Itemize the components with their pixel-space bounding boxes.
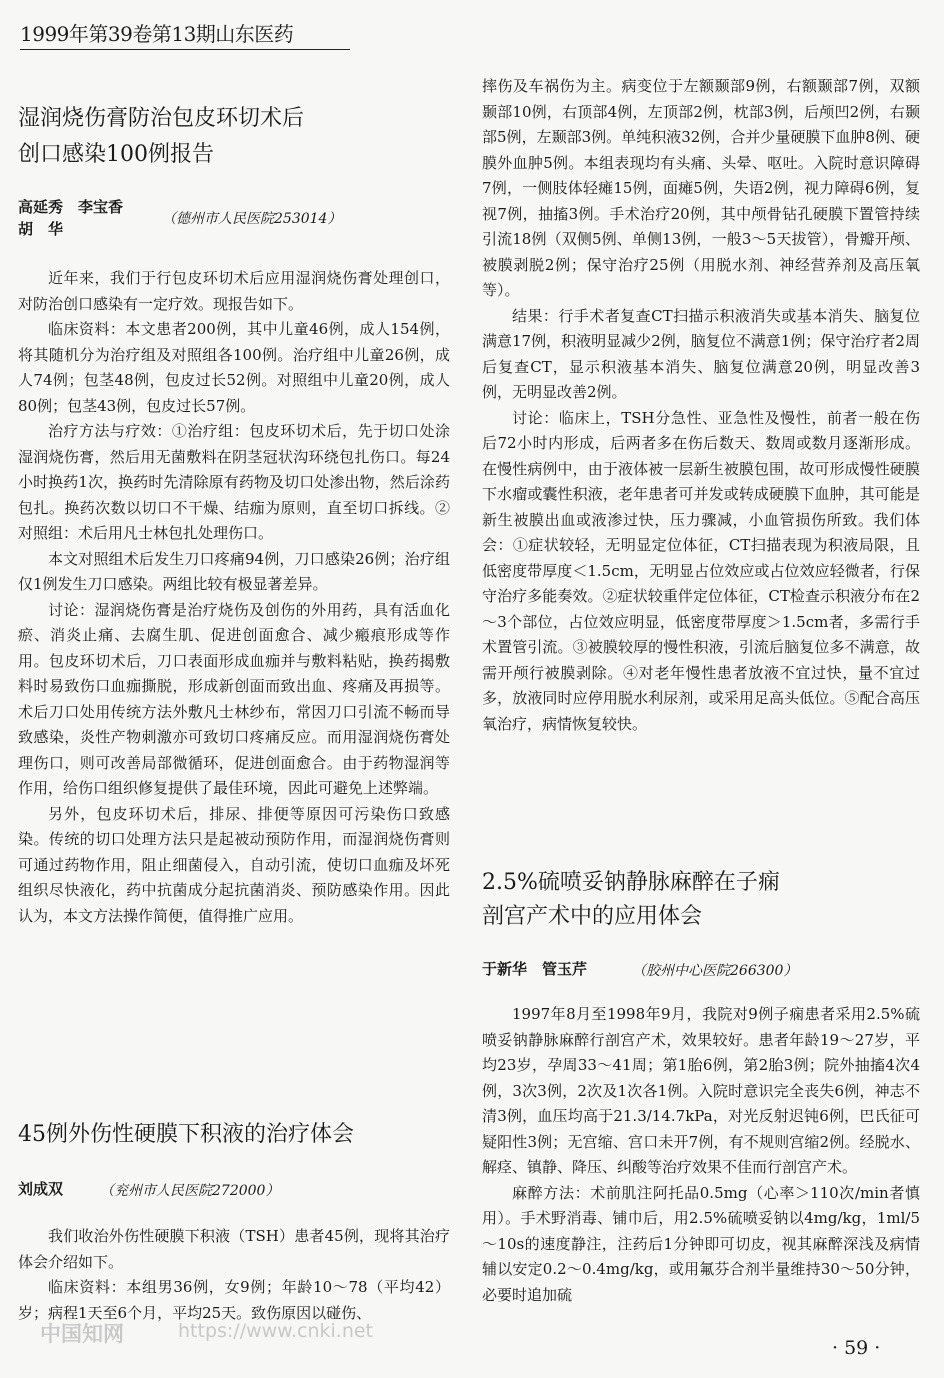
article1-authors: [18, 196, 123, 240]
article1-title-line1: 湿润烧伤膏防治包皮环切术后: [18, 106, 305, 131]
article3-paragraph: 1997年8月至1998年9月，我院对9例子痫患者采用2.5%硫喷妥钠静脉麻醉行剖宫产术，效果较好。患者年龄19～27岁，平均23岁，孕周33～41周；第1胎6例，第2胎3例；院外抽搐4次4例，3次3例，2次及1次各1例。入院时意识完全丧失6例，神志不清3例，血压均高于21.3/14.7kPa，对光反射迟钝6例，巴氏征可疑阳性3例；无宫缩、宫口未开7例，有不规则宫缩2例。经脱水、解痉、镇静、降压、纠酸等治疗效果不佳而行剖宫产术。: [482, 1005, 920, 1176]
article1-paragraph: 临床资料：本文患者200例，其中儿童46例，成人154例，将其随机分为治疗组及对照组各100例。治疗组中儿童26例，成人74例；包茎48例，包皮过长52例。对照组中儿童20例，成人80例；包茎43例，包皮过长57例。: [18, 320, 450, 415]
article2-paragraph: 摔伤及车祸伤为主。病变位于左额颞部9例，右额颞部7例，双额颞部10例，右顶部4例，左顶部2例，枕部3例，后颅凹2例，右颞部5例，左颞部3例。单纯积液32例，合并少量硬膜下血肿8例、硬膜外血肿5例。本组表现均有头痛、头晕、呕吐。入院时意识障碍7例，一侧肢体轻瘫15例，面瘫5例，失语2例，视力障碍6例，复视7例，抽搐3例。手术治疗20例，其中颅骨钻孔硬膜下置管持续引流18例（双侧5例、单侧13例，一般3～5天拔管），骨瓣开颅、被膜剥脱2例；保守治疗25例（用脱水剂、神经营养剂及高压氧等）。: [482, 77, 920, 299]
article3-title-line2: 剖宫产术中的应用体会: [482, 904, 703, 929]
article1-title-line2: 创口感染100例报告: [18, 142, 214, 167]
page-number: · 59 ·: [832, 1337, 881, 1359]
article3-title-line1: 2.5%硫喷妥钠静脉麻醉在子痫: [482, 870, 780, 895]
article1-affiliation: （德州市人民医院253014）: [162, 211, 342, 227]
article2-body-right: [482, 74, 920, 737]
article1-authors-line1: 高延秀 李宝香: [18, 198, 124, 216]
article3-body: [482, 1002, 920, 1308]
article1-body: [18, 266, 450, 929]
article1-authors-line2: 胡 华: [18, 220, 64, 238]
article2-paragraph: 讨论：临床上，TSH分急性、亚急性及慢性，前者一般在伤后72小时内形成，后两者多在伤后数天、数周或数月逐渐形成。在慢性病例中，由于液体被一层新生被膜包围，故可形成慢性硬膜下水瘤或囊性积液，老年患者可并发或转成硬膜下血肿，其可能是新生被膜出血或液渗过快，压力骤减，小血管损伤所致。我们体会：①症状较轻，无明显定位体征，CT扫描表现为积液局限，且低密度带厚度＜1.5cm，无明显占位效应或占位效应轻微者，行保守治疗多能奏效。②症状较重伴定位体征，CT检查示积液分布在2～3个部位，占位效应明显，低密度带厚度＞1.5cm者，多需行手术置管引流。③被膜较厚的慢性积液，引流后脑复位多不满意，故需开颅行被膜剥除。④对老年慢性患者放液不宜过快，量不宜过多，放液同时应停用脱水利尿剂，或采用足高头低位。⑤配合高压氧治疗，病情恢复较快。: [482, 408, 920, 733]
cnki-watermark: 中国知网: [40, 1322, 124, 1346]
article3-affiliation: （胶州中心医院266300）: [632, 963, 798, 979]
article1-paragraph: 讨论：湿润烧伤膏是治疗烧伤及创伤的外用药，具有活血化瘀、消炎止痛、去腐生肌、促进创面愈合、减少瘢痕形成等作用。包皮环切术后，刀口表面形成血痂并与敷料粘贴，换药揭敷料时易致伤口血痂撕脱，形成新创面而致出血、疼痛及再损等。术后刀口处用传统方法外敷凡士林纱布，常因刀口引流不畅而导致感染，炎性产物刺激亦可致切口疼痛反应。而用湿润烧伤膏处理伤口，则可改善局部微循环，促进创面愈合。由于药物湿润等作用，给伤口组织修复提供了最佳环境，因此可避免上述弊端。: [18, 600, 450, 797]
article1-paragraph: 本文对照组术后发生刀口疼痛94例，刀口感染26例；治疗组仅1例发生刀口感染。两组比较有极显著差异。: [18, 549, 450, 593]
article2-paragraph: 临床资料：本组男36例，女9例；年龄10～78（平均42）岁；病程1天至6个月，平均25天。致伤原因以碰伤、: [18, 1278, 450, 1322]
journal-header: 1999年第39卷第13期山东医药: [20, 18, 350, 50]
article3-paragraph: 麻醉方法：术前肌注阿托品0.5mg（心率＞110次/min者慎用）。手术野消毒、铺巾后，用2.5%硫喷妥钠以4mg/kg，1ml/5～10s的速度静注，注药后1分钟即可切皮，视其麻醉深浅及病情辅以安定0.2～0.4mg/kg，或用氟芬合剂半量维持30～50分钟，必要时追加硫: [482, 1183, 920, 1304]
article2-title: 45例外伤性硬膜下积液的治疗体会: [18, 1122, 354, 1147]
article2-paragraph: 结果：行手术者复查CT扫描示积液消失或基本消失、脑复位满意17例，积液明显减少2例，脑复位不满意1例；保守治疗者2周后复查CT，显示积液基本消失、脑复位满意20例，明显改善3例，无明显改善2例。: [482, 306, 920, 401]
article2-paragraph: 我们收治外伤性硬膜下积液（TSH）患者45例，现将其治疗体会介绍如下。: [18, 1227, 450, 1271]
cnki-url: https://www.cnki.net: [178, 1320, 374, 1342]
article1-paragraph: 近年来，我们于行包皮环切术后应用湿润烧伤膏处理创口，对防治创口感染有一定疗效。现报告如下。: [18, 269, 450, 313]
article1-paragraph: 治疗方法与疗效：①治疗组：包皮环切术后，先于切口处涂湿润烧伤膏，然后用无菌敷料在阴茎冠状沟环绕包扎伤口。每24小时换药1次，换药时先清除原有药物及切口处渗出物，然后涂药包扎。换药次数以切口不干燥、结痂为原则，直至切口拆线。②对照组：术后用凡士林包扎处理伤口。: [18, 422, 450, 542]
article2-affiliation: （兖州市人民医院272000）: [100, 1183, 280, 1199]
article1-paragraph: 另外，包皮环切术后，排尿、排便等原因可污染伤口致感染。传统的切口处理方法只是起被动预防作用，而湿润烧伤膏则可通过药物作用，阻止细菌侵入，自动引流，使切口血痂及坏死组织尽快液化，药中抗菌成分起抗菌消炎、预防感染作用。因此认为，本文方法操作简便，值得推广应用。: [18, 804, 450, 925]
article2-author: 刘成双: [18, 1180, 64, 1198]
article3-authors: 于新华 管玉芹: [482, 960, 588, 978]
article2-body-left: [18, 1224, 450, 1326]
